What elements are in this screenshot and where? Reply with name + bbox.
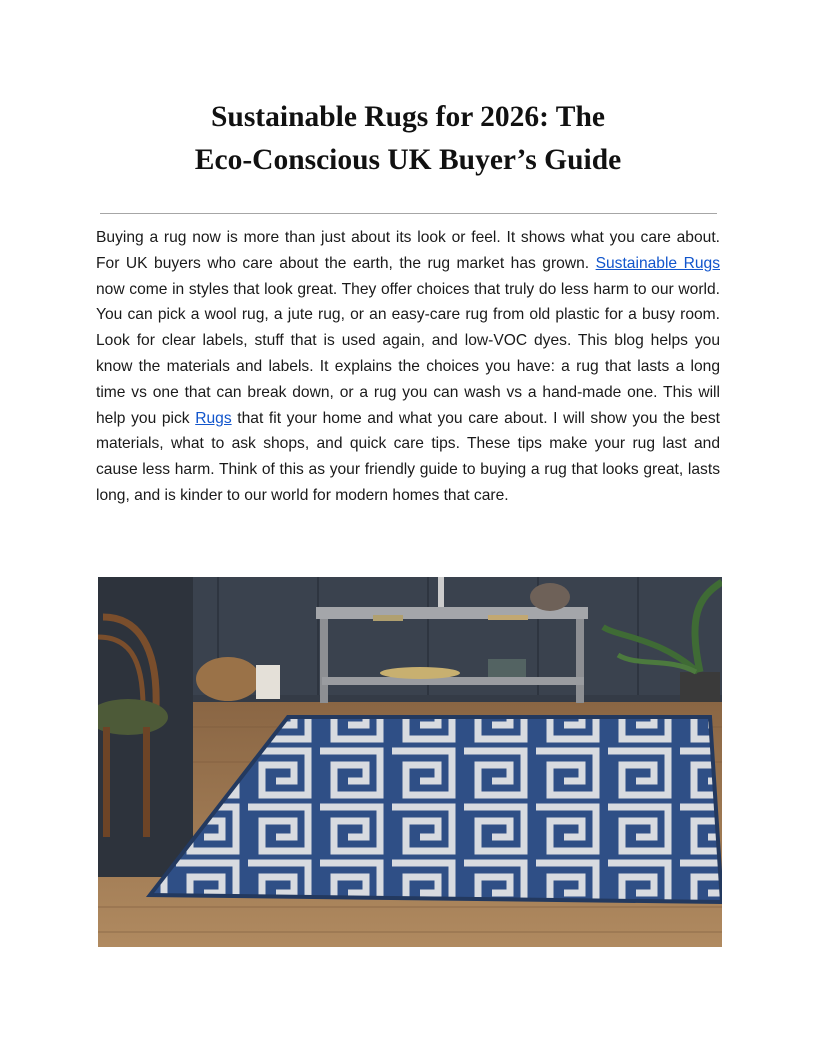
- rugs-link[interactable]: Rugs: [195, 409, 232, 427]
- intro-paragraph: [96, 225, 720, 509]
- glass-box: [488, 659, 526, 677]
- antler-decor: [380, 667, 460, 679]
- page-title: [96, 96, 720, 182]
- title-line-2: Eco-Conscious UK Buyer’s Guide: [194, 144, 622, 176]
- wicker-basket: [196, 657, 260, 701]
- intro-text-1: Buying a rug now is more than just about its look or feel. It shows what you care about. For UK buyers who care about the earth, the rug market has grown.: [96, 229, 720, 272]
- title-divider: [100, 213, 717, 214]
- title-line-1: Sustainable Rugs for 2026: The: [211, 101, 605, 133]
- sustainable-rugs-link[interactable]: Sustainable Rugs: [595, 254, 720, 272]
- rug-room-photo: [98, 577, 722, 947]
- rug-room-illustration: [98, 577, 722, 947]
- intro-text-3: that fit your home and what you care about. I will show you the best materials, what to ask shops, and quick care tips. These tips make your rug last and cause less harm. Think of this as your friendly guide to buying a rug that looks great, lasts long, and is kinder to our world for modern homes that care.: [96, 409, 720, 504]
- vase: [530, 583, 570, 611]
- intro-text-2: now come in styles that look great. They offer choices that truly do less harm to our world. You can pick a wool rug, a jute rug, or an easy-care rug from old plastic for a busy room. Look for clear labels, stuff that is used again, and low-VOC dyes. This blog helps you know the materials and labels. It explains the choices you have: a rug that lasts a long time vs one that can break down, or a rug you can wash vs a hand-made one. This will help you pick: [96, 280, 720, 427]
